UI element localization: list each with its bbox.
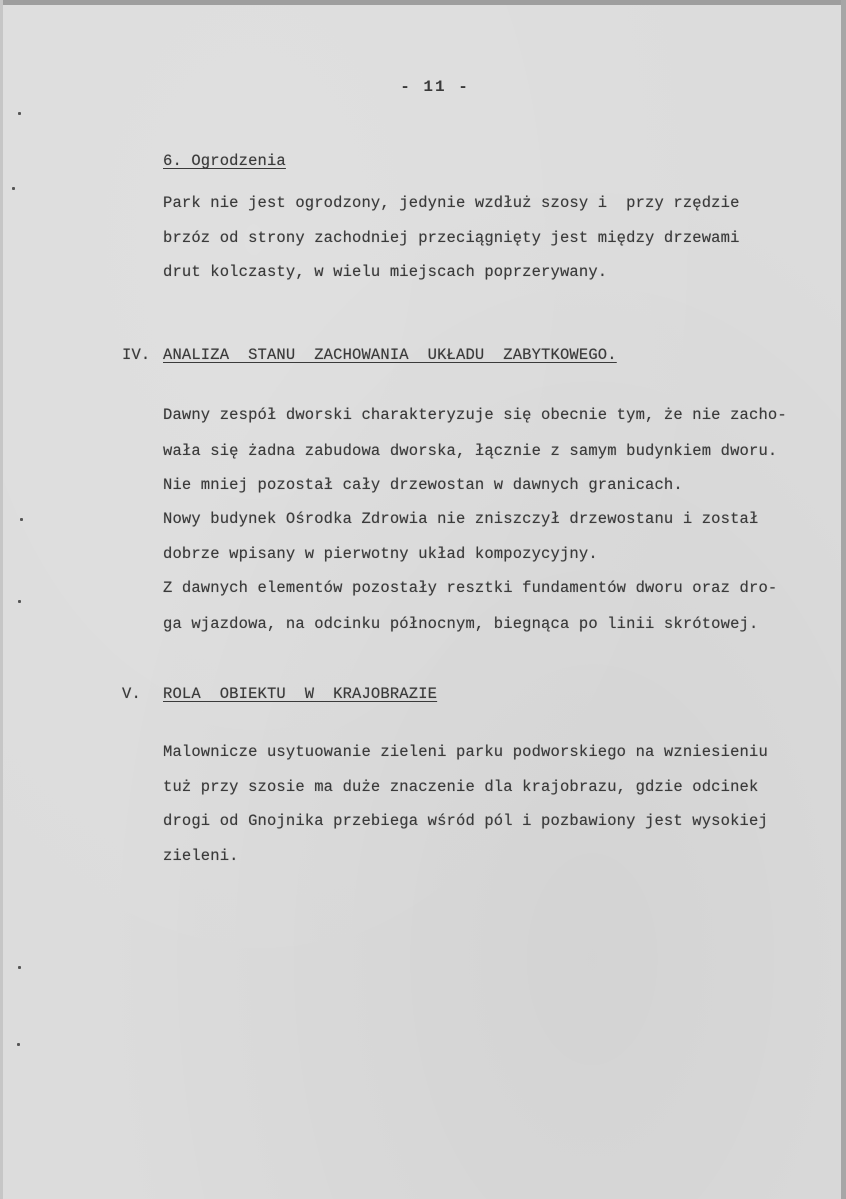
section-v-line: Malownicze usytuowanie zieleni parku podworskiego na wzniesieniu xyxy=(163,743,768,761)
section-v-number: V. xyxy=(122,685,141,703)
section-v-line: zieleni. xyxy=(163,847,239,865)
section-iv-line: wała się żadna zabudowa dworska, łącznie z samym budynkiem dworu. xyxy=(163,442,778,460)
section-iv-line: Nie mniej pozostał cały drzewostan w dawnych granicach. xyxy=(163,476,683,494)
section-iv-line: ga wjazdowa, na odcinku północnym, biegnąca po linii skrótowej. xyxy=(163,615,759,633)
section-6-heading: 6. Ogrodzenia xyxy=(163,152,286,170)
page-edge-left xyxy=(0,0,3,1199)
section-iv-line: Dawny zespół dworski charakteryzuje się obecnie tym, że nie zacho- xyxy=(163,406,787,424)
margin-speck xyxy=(18,112,21,115)
section-v-line: drogi od Gnojnika przebiega wśród pól i pozbawiony jest wysokiej xyxy=(163,812,768,830)
margin-speck xyxy=(18,966,21,969)
section-iv-number: IV. xyxy=(122,346,151,364)
page-number: - 11 - xyxy=(400,78,470,96)
section-iv-title: ANALIZA STANU ZACHOWANIA UKŁADU ZABYTKOWEGO. xyxy=(163,346,617,364)
page-edge-right xyxy=(841,0,846,1199)
margin-speck xyxy=(12,187,15,190)
margin-speck xyxy=(18,600,21,603)
section-6-line: Park nie jest ogrodzony, jedynie wzdłuż szosy i przy rzędzie xyxy=(163,194,740,212)
margin-speck xyxy=(20,518,23,521)
section-6-line: brzóz od strony zachodniej przeciągnięty jest między drzewami xyxy=(163,229,740,247)
page-edge-top xyxy=(0,0,846,5)
section-iv-line: Nowy budynek Ośrodka Zdrowia nie zniszczył drzewostanu i został xyxy=(163,510,759,528)
section-iv-line: Z dawnych elementów pozostały resztki fundamentów dworu oraz dro- xyxy=(163,579,778,597)
section-iv-line: dobrze wpisany w pierwotny układ kompozycyjny. xyxy=(163,545,598,563)
section-v-line: tuż przy szosie ma duże znaczenie dla krajobrazu, gdzie odcinek xyxy=(163,778,759,796)
section-v-title: ROLA OBIEKTU W KRAJOBRAZIE xyxy=(163,685,438,703)
margin-speck xyxy=(17,1043,20,1046)
section-6-line: drut kolczasty, w wielu miejscach poprzerywany. xyxy=(163,263,608,281)
